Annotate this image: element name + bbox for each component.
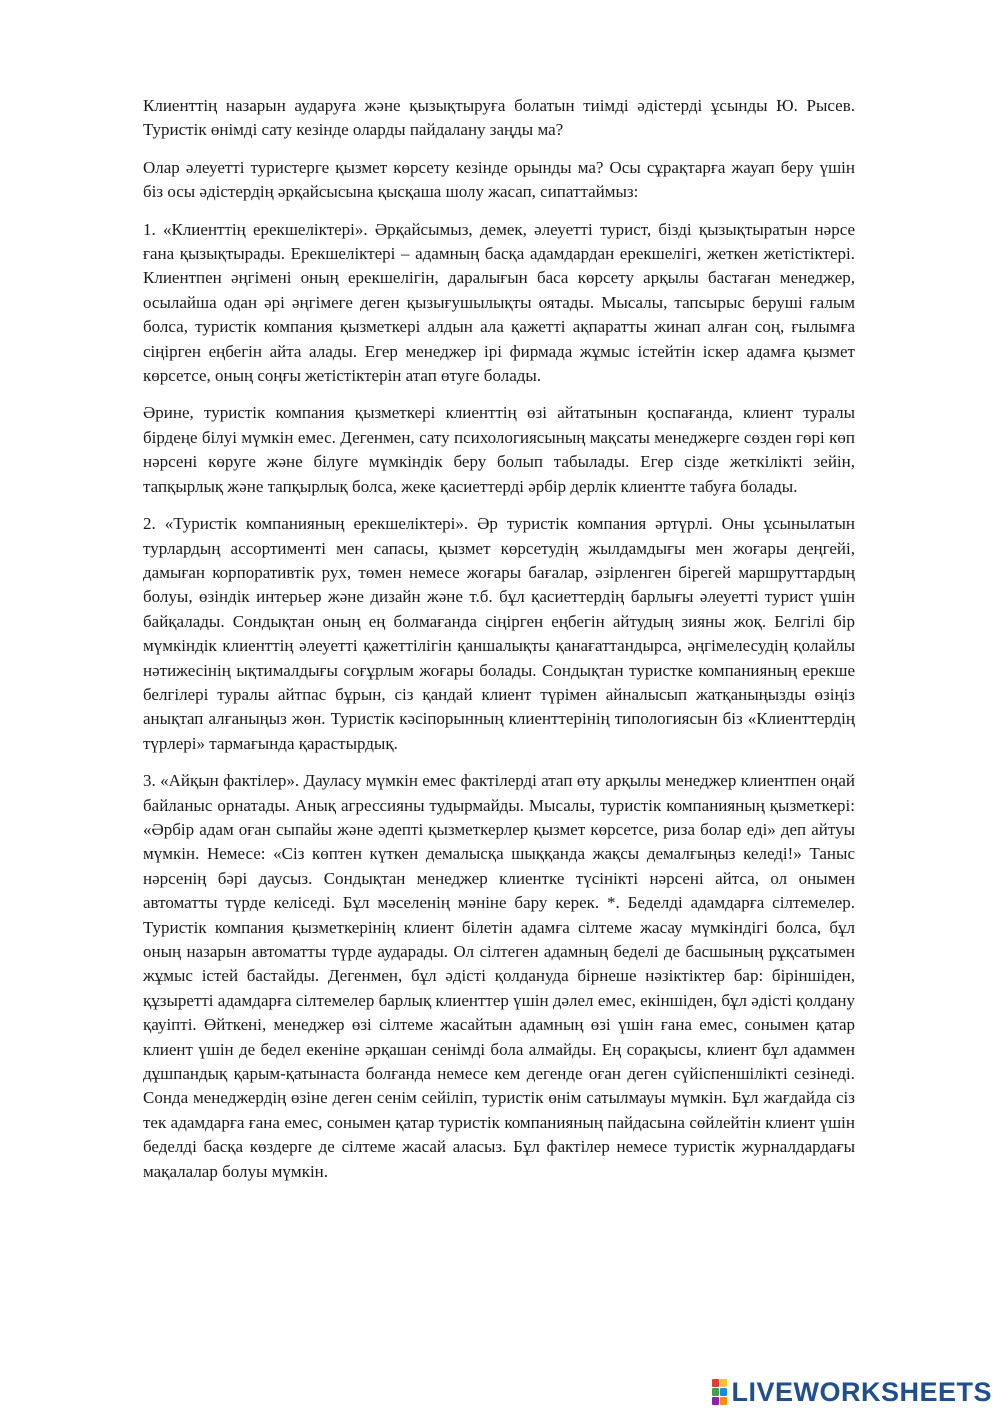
paragraph-sales-psychology: Әрине, туристік компания қызметкері клиенттің өзі айтатынын қоспағанда, клиент туралы бірдеңе білуі мүмкін емес. Дегенмен, сату психологиясының мақсаты менеджерге сөзден гөрі көп нәрсені көруге және білуге мүмкіндік беру болып табылады. Егер сізде жеткілікті зейін, тапқырлық және тапқырлық болса, жеке қасиеттерді әрбір дерлік клиентте табуға болады. xyxy=(143,403,855,496)
liveworksheets-logo-text: LIVEWORKSHEETS xyxy=(731,1376,992,1407)
paragraph-question: Олар әлеуетті туристерге қызмет көрсету кезінде орынды ма? Осы сұрақтарға жауап беру үшін біз осы әдістердің әрқайсысына қысқаша шолу жасап, сипаттаймыз: xyxy=(143,157,855,202)
paragraph-intro: Клиенттің назарын аударуға және қызықтыруға болатын тиімді әдістерді ұсынды Ю. Рысев. Туристік өнімді сату кезінде оларды пайдалану заңды ма? xyxy=(143,96,855,140)
paragraph-company-features: 2. «Туристік компанияның ерекшеліктері». Әр туристік компания әртүрлі. Оны ұсынылатын турлардың ассортименті мен сапасы, қызмет көрсетудің жылдамдығы мен жоғары деңгейі, дамыған корпоративтік рух, төмен немесе жоғары бағалар, әзірленген бірегей маршруттардың болуы, өзіндік интерьер және дизайн және т.б. бұл қасиеттердің барлығы әлеуетті турист үшін байқалады. Сондықтан оның ең болмағанда сіңірген еңбегін айтудың зияны жоқ. Белгілі бір мүмкіндік клиенттің әлеуетті қажеттілігін қаншалықты қанағаттандырса, әңгімелесудің қолайлы нәтижесінің ықтималдығы соғұрлым жоғары болады. Сондықтан туристке компанияның ерекше белгілері туралы айтпас бұрын, сіз қандай клиент түрімен айналысып жатқаныңызды өзіңіз анықтап алғаныңыз жөн. Туристік кәсіпорынның клиенттерінің типологиясын біз «Клиенттердің түрлері» тармағында қарастырдық. xyxy=(143,514,855,753)
logo-block xyxy=(712,1397,719,1405)
paragraph-client-features: 1. «Клиенттің ерекшеліктері». Әрқайсымыз, демек, әлеуетті турист, бізді қызықтыратын нәрсе ғана қызықтырады. Ерекшеліктері – адамның басқа адамдардан ерекшелігі, жеткен жетістіктері. Клиентпен әңгімені оның ерекшелігін, даралығын баса көрсету арқылы бастаған менеджер, осылайша одан әрі әңгімеге деген қызығушылықты оятады. Мысалы, тапсырыс беруші ғалым болса, туристік компания қызметкері алдын ала қажетті ақпаратты жинап алған соң, ғылымға сіңірген еңбегін айта алады. Егер менеджер ірі фирмада жұмыс істейтін іскер адамға қызмет көрсетсе, оның соңғы жетістіктерін атап өтуге болады. xyxy=(143,219,855,386)
logo-block xyxy=(712,1388,719,1396)
logo-block xyxy=(712,1379,719,1387)
logo-block xyxy=(720,1379,727,1387)
liveworksheets-logo[interactable] xyxy=(712,1377,992,1407)
logo-block xyxy=(720,1388,727,1396)
logo-block xyxy=(720,1397,727,1405)
paragraph-clear-facts: 3. «Айқын фактілер». Дауласу мүмкін емес фактілерді атап өту арқылы менеджер клиентпен оңай байланыс орнатады. Анық агрессияны тудырмайды. Мысалы, туристік компанияның қызметкері: «Әрбір адам оған сыпайы және әдепті қызметкерлер қызмет көрсетсе, риза болар еді» деп айтуы мүмкін. Немесе: «Сіз көптен күткен демалысқа шыққанда жақсы демалғыңыз келеді!» Таныс нәрсенің бәрі даусыз. Сондықтан менеджер клиентке түсінікті нәрсені айтса, ол онымен автоматты түрде келіседі. Бұл мәселенің мәніне бару керек. *. Беделді адамдарға сілтемелер. Туристік компания қызметкерінің клиент білетін адамға сілтеме жасау мүмкіндігі болса, бұл оның назарын автоматты түрде аударады. Ол сілтеген адамның беделі де басшының рұқсатымен жұмыс істей бастайды. Дегенмен, бұл әдісті қолдануда бірнеше нәзіктіктер бар: біріншіден, құзыретті адамдарға сілтемелер барлық клиенттер үшін дәлел емес, екіншіден, бұл әдісті қолдану қауіпті. Өйткені, менеджер өзі сілтеме жасайтын адамның өзі үшін ғана емес, сонымен қатар клиент үшін де бедел екеніне әрқашан сенімді бола алмайды. Ең сорақысы, клиент бұл адаммен дұшпандық қарым-қатынаста болғанда немесе кем дегенде оған деген сүйіспеншілікті сезінеді. Сонда менеджердің өзіне деген сенім сейіліп, туристік өнім сатылмауы мүмкін. Бұл жағдайда сіз тек адамдарға ғана емес, сонымен қатар туристік компанияның пайдасына сөйлейтін клиент үшін беделді басқа көздерге де сілтеме жасай аласыз. Бұл фактілер немесе туристік журналдардағы мақалалар болуы мүмкін. xyxy=(143,771,855,1181)
liveworksheets-logo-icon xyxy=(712,1379,727,1405)
document-body xyxy=(143,94,855,1197)
